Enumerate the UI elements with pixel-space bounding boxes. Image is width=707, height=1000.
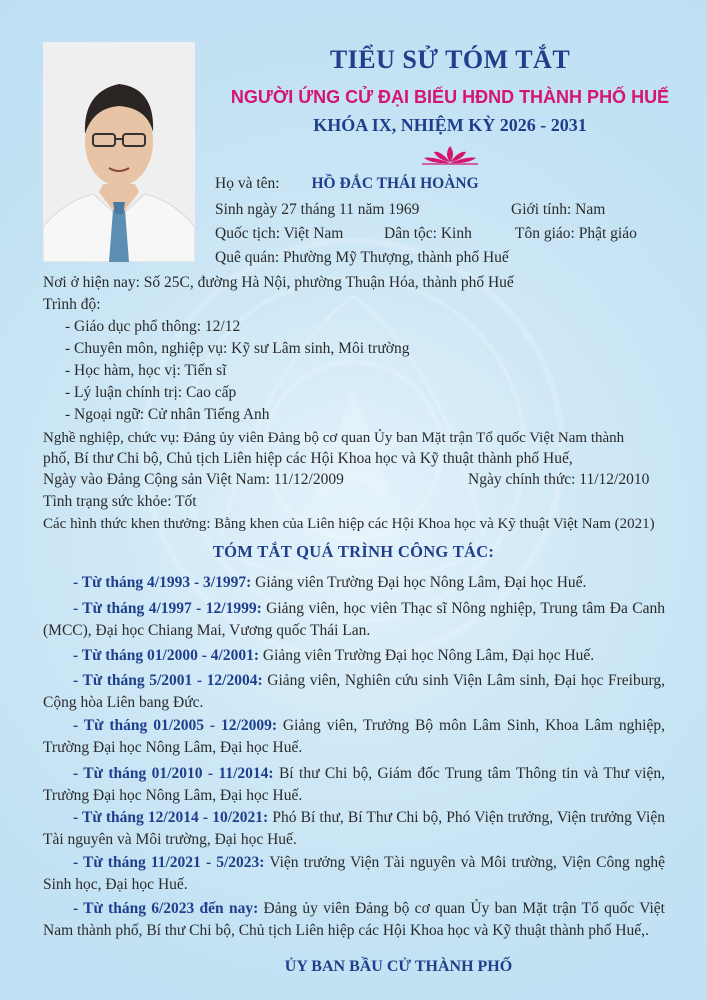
- lotus-ornament-icon: [418, 144, 482, 166]
- term-title: KHÓA IX, NHIỆM KỲ 2026 - 2031: [313, 115, 587, 135]
- page-title: TIỂU SỬ TÓM TẮT: [329, 45, 571, 74]
- party-join-date: Ngày vào Đảng Cộng sản Việt Nam: 11/12/2009: [43, 471, 344, 488]
- work-period: - Từ tháng 01/2010 - 11/2014:: [73, 765, 274, 782]
- education-item: - Giáo dục phổ thông: 12/12: [65, 318, 241, 335]
- work-entry: [43, 598, 665, 642]
- occupation-line-2: phố, Bí thư Chi bộ, Chủ tịch Liên hiệp các Hội Khoa học và Kỹ thuật thành phố Huế,: [43, 450, 573, 467]
- religion: Tôn giáo: Phật giáo: [515, 225, 637, 242]
- page-subtitle: NGƯỜI ỨNG CỬ ĐẠI BIỂU HĐND THÀNH PHỐ HUẾ: [230, 87, 670, 107]
- candidate-name: HỒ ĐẮC THÁI HOÀNG: [311, 175, 479, 192]
- work-history-heading: TÓM TẮT QUÁ TRÌNH CÔNG TÁC:: [212, 542, 495, 561]
- awards: Các hình thức khen thưởng: Bằng khen của Liên hiệp các Hội Khoa học và Kỹ thuật Việt Nam (2021): [43, 516, 655, 532]
- work-entry: [43, 715, 665, 759]
- hometown: Quê quán: Phường Mỹ Thượng, thành phố Huế: [215, 249, 509, 266]
- work-entry: [43, 645, 665, 667]
- education-item: - Chuyên môn, nghiệp vụ: Kỹ sư Lâm sinh, Môi trường: [65, 340, 410, 357]
- name-label: Họ và tên:: [215, 175, 280, 192]
- work-description: Giảng viên, Trưởng Bộ môn Lâm Sinh, Khoa Lâm nghiệp, Trường Đại học Nông Lâm, Đại học Huế.: [43, 717, 665, 756]
- work-entry: [43, 670, 665, 714]
- header: [215, 45, 685, 166]
- work-period: - Từ tháng 6/2023 đến nay:: [73, 900, 259, 917]
- issuer-signature: ỦY BAN BẦU CỬ THÀNH PHỐ: [284, 958, 513, 975]
- work-period: - Từ tháng 01/2005 - 12/2009:: [73, 717, 277, 734]
- work-entry: [43, 852, 665, 896]
- work-entry: [43, 763, 665, 807]
- health-status: Tình trạng sức khỏe: Tốt: [43, 493, 197, 510]
- work-period: - Từ tháng 12/2014 - 10/2021:: [73, 809, 269, 826]
- work-period: - Từ tháng 4/1993 - 3/1997:: [73, 574, 252, 591]
- work-description: Giảng viên Trường Đại học Nông Lâm, Đại học Huế.: [259, 647, 595, 664]
- party-official-date: Ngày chính thức: 11/12/2010: [468, 471, 650, 488]
- work-description: Giảng viên, Nghiên cứu sinh Viện Lâm sinh, Đại học Freiburg, Cộng hòa Liên bang Đức.: [43, 672, 665, 711]
- work-period: - Từ tháng 4/1997 - 12/1999:: [73, 600, 262, 617]
- work-entry: [43, 898, 665, 942]
- work-period: - Từ tháng 11/2021 - 5/2023:: [73, 854, 265, 871]
- education-label: Trình độ:: [43, 296, 101, 313]
- gender: Giới tính: Nam: [511, 201, 606, 218]
- candidate-photo: [43, 42, 195, 262]
- work-description: Bí thư Chi bộ, Giám đốc Trung tâm Thông tin và Thư viện, Trường Đại học Nông Lâm, Đại học Huế.: [43, 765, 665, 804]
- education-item: - Học hàm, học vị: Tiến sĩ: [65, 362, 227, 379]
- birth-date: Sinh ngày 27 tháng 11 năm 1969: [215, 201, 420, 218]
- name-row: [215, 174, 479, 194]
- work-period: - Từ tháng 01/2000 - 4/2001:: [73, 647, 259, 664]
- residence: Nơi ở hiện nay: Số 25C, đường Hà Nội, phường Thuận Hóa, thành phố Huế: [43, 274, 514, 291]
- work-description: Phó Bí thư, Bí Thư Chi bộ, Phó Viện trưởng, Viện trưởng Viện Tài nguyên và Môi trường, Đại học Huế.: [43, 809, 665, 848]
- work-description: Đảng ủy viên Đảng bộ cơ quan Ủy ban Mặt trận Tổ quốc Việt Nam thành phố, Bí thư Chi bộ, Chủ tịch Liên hiệp các Hội Khoa học và Kỹ thuật thành phố Huế,.: [43, 900, 665, 939]
- work-period: - Từ tháng 5/2001 - 12/2004:: [73, 672, 263, 689]
- work-entry: [43, 572, 665, 594]
- work-description: Giảng viên Trường Đại học Nông Lâm, Đại học Huế.: [251, 574, 587, 591]
- education-item: - Ngoại ngữ: Cử nhân Tiếng Anh: [65, 406, 270, 423]
- work-description: Giảng viên, học viên Thạc sĩ Nông nghiệp, Trung tâm Đa Canh (MCC), Đại học Chiang Mai, Vương quốc Thái Lan.: [43, 600, 665, 639]
- nationality: Quốc tịch: Việt Nam: [215, 225, 344, 242]
- work-description: Viện trưởng Viện Tài nguyên và Môi trường, Viện Công nghệ Sinh học, Đại học Huế.: [43, 854, 665, 893]
- work-entry: [43, 807, 665, 851]
- occupation-line-1: Nghề nghiệp, chức vụ: Đảng ủy viên Đảng bộ cơ quan Ủy ban Mặt trận Tổ quốc Việt Nam thành: [43, 430, 625, 446]
- ethnicity: Dân tộc: Kinh: [384, 225, 472, 242]
- education-item: - Lý luận chính trị: Cao cấp: [65, 384, 237, 401]
